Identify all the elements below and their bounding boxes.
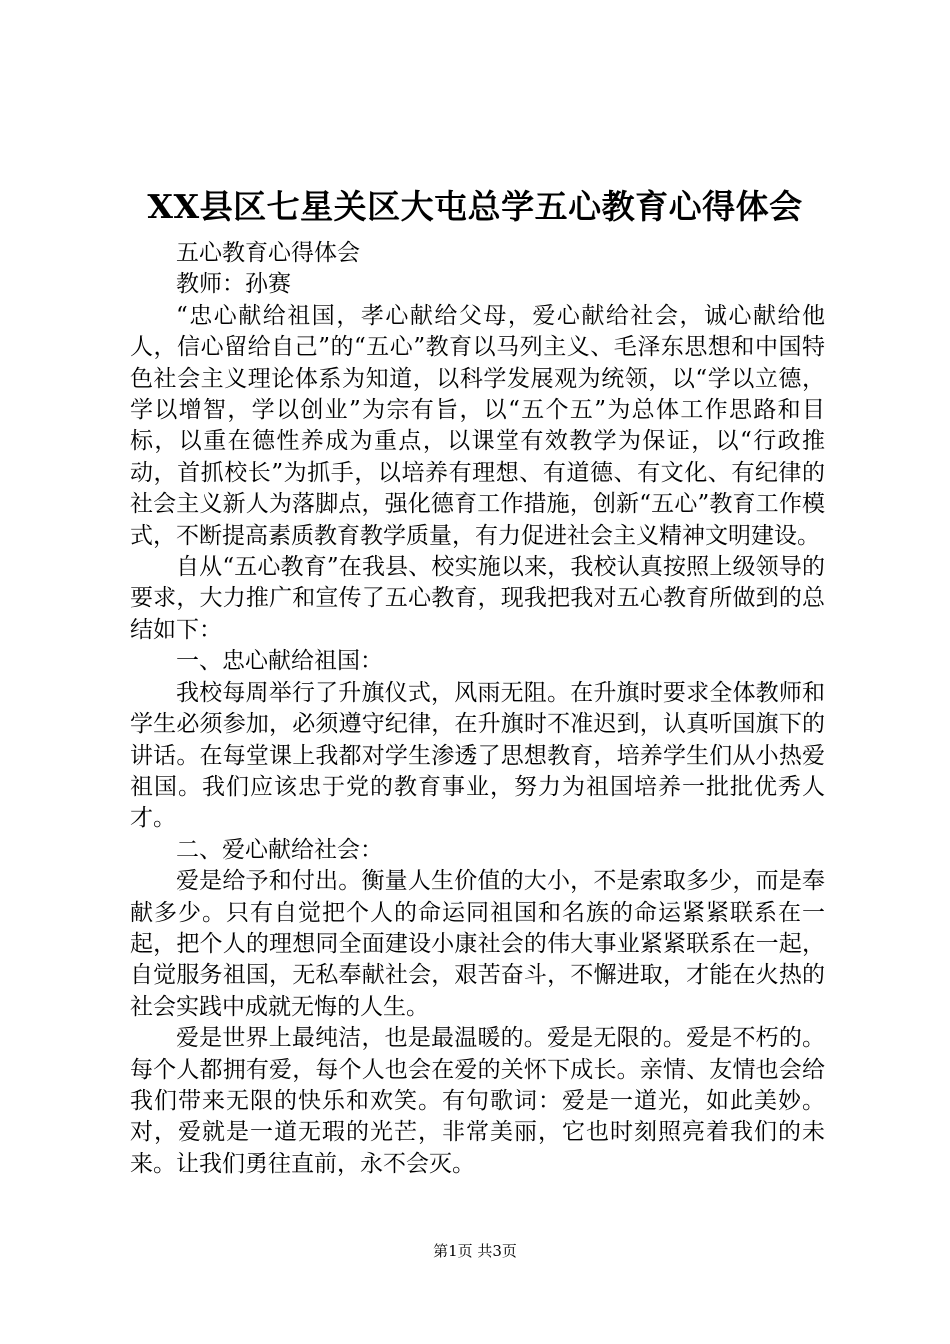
page-number-footer: 第1页 共3页 (433, 1242, 517, 1260)
document-body (130, 238, 825, 1180)
body-paragraph: 自从“五心教育”在我县、校实施以来，我校认真按照上级领导的要求，大力推广和宣传了五心教育，现我把我对五心教育所做到的总结如下： (130, 554, 825, 643)
section-heading: 二、爱心献给社会： (176, 836, 383, 863)
body-paragraph: 爱是给予和付出。衡量人生价值的大小，不是索取多少，而是奉献多少。只有自觉把个人的命运同祖国和名族的命运紧紧联系在一起，把个人的理想同全面建设小康社会的伟大事业紧紧联系在一起，自觉服务祖国，无私奉献社会，艰苦奋斗，不懈进取，才能在火热的社会实践中成就无悔的人生。 (130, 868, 825, 1020)
document-title: XX县区七星关区大屯总学五心教育心得体会 (147, 187, 803, 226)
subtitle-paragraph: 五心教育心得体会 (176, 240, 360, 266)
body-paragraph: 我校每周举行了升旗仪式，风雨无阻。在升旗时要求全体教师和学生必须参加，必须遵守纪律，在升旗时不准迟到，认真听国旗下的讲话。在每堂课上我都对学生渗透了思想教育，培养学生们从小热爱祖国。我们应该忠于党的教育事业，努力为祖国培养一批批优秀人才。 (130, 679, 825, 832)
body-paragraph: “忠心献给祖国，孝心献给父母，爱心献给社会，诚心献给他人，信心留给自己”的“五心”教育以马列主义、毛泽东思想和中国特色社会主义理论体系为知道，以科学发展观为统领，以“学以立德，学以增智，学以创业”为宗有旨，以“五个五”为总体工作思路和目标，以重在德性养成为重点，以课堂有效教学为保证，以“行政推动，首抓校长”为抓手，以培养有理想、有道德、有文化、有纪律的社会主义新人为落脚点，强化德育工作措施，创新“五心”教育工作模式，不断提高素质教育教学质量，有力促进社会主义精神文明建设。 (130, 302, 825, 549)
section-heading: 一、忠心献给祖国： (176, 648, 383, 675)
body-paragraph: 爱是世界上最纯洁，也是最温暖的。爱是无限的。爱是不朽的。每个人都拥有爱，每个人也会在爱的关怀下成长。亲情、友情也会给我们带来无限的快乐和欢笑。有句歌词：爱是一道光，如此美妙。对，爱就是一道无瑕的光芒，非常美丽，它也时刻照亮着我们的未来。让我们勇往直前，永不会灭。 (130, 1025, 825, 1177)
author-line: 教师：孙赛 (176, 271, 291, 298)
